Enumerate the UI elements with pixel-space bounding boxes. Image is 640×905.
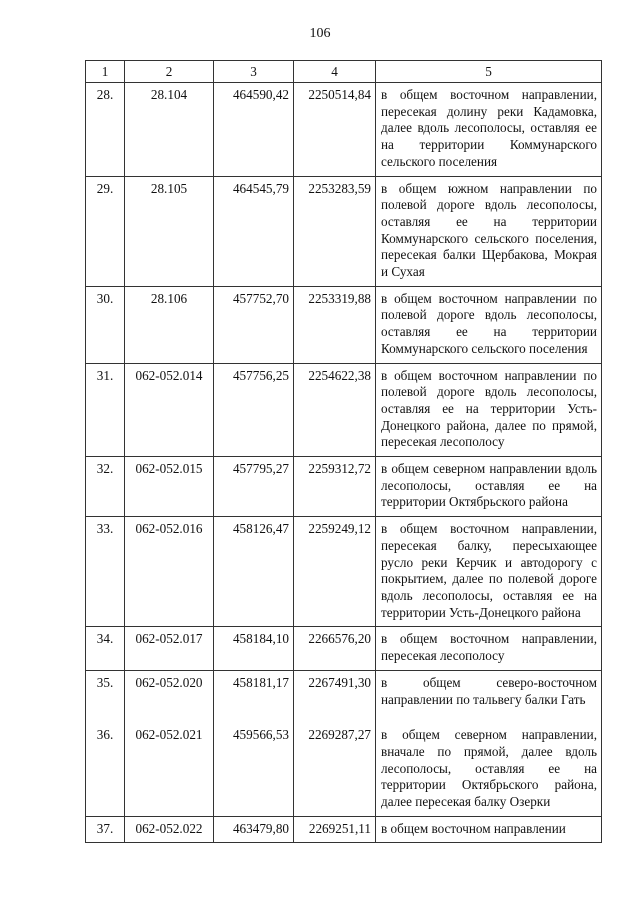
coord-x: 457752,70 [214,286,294,363]
table-row [86,83,602,177]
point-id: 062-052.015 [125,457,214,517]
coord-y: 2250514,84 [294,83,376,177]
boundary-description: в общем северо-восточном направлении по тальвегу балки Гать [376,670,602,713]
header-col-5: 5 [376,61,602,83]
header-col-1: 1 [86,61,125,83]
boundary-description: в общем восточном направлении по полевой дороге вдоль лесополосы, оставляя ее на территории Коммунарского сельского поселения [376,286,602,363]
point-id: 28.106 [125,286,214,363]
row-number: 33. [86,517,125,627]
coord-y: 2266576,20 [294,627,376,670]
point-id: 28.105 [125,176,214,286]
boundary-description: в общем южном направлении по полевой дороге вдоль лесополосы, оставляя ее на территории Коммунарского сельского поселения, пересекая балки Щербакова, Мокрая и Сухая [376,176,602,286]
row-number: 35. [86,670,125,713]
coord-y: 2253283,59 [294,176,376,286]
point-id: 062-052.017 [125,627,214,670]
table-row [86,670,602,713]
row-number: 37. [86,816,125,843]
coord-y: 2254622,38 [294,363,376,457]
table-row [86,286,602,363]
point-id: 062-052.020 [125,670,214,713]
table-header-row [86,61,602,83]
coord-x: 464590,42 [214,83,294,177]
header-col-4: 4 [294,61,376,83]
coord-y: 2259249,12 [294,517,376,627]
coord-y: 2267491,30 [294,670,376,713]
coord-x: 458126,47 [214,517,294,627]
boundary-description: в общем северном направлении вдоль лесополосы, оставляя ее на территории Октябрьского района [376,457,602,517]
row-number: 32. [86,457,125,517]
table-row [86,627,602,670]
boundary-description: в общем восточном направлении [376,816,602,843]
point-id: 062-052.016 [125,517,214,627]
coord-x: 457795,27 [214,457,294,517]
coord-x: 458184,10 [214,627,294,670]
point-id: 062-052.022 [125,816,214,843]
boundary-description: в общем восточном направлении, пересекая балку, пересыхающее русло реки Керчик и автодорогу с покрытием, далее по полевой дороге вдоль лесополосы, оставляя ее на территории Усть-Донецкого района [376,517,602,627]
coord-x: 463479,80 [214,816,294,843]
row-number: 30. [86,286,125,363]
boundary-description: в общем восточном направлении по полевой дороге вдоль лесополосы, оставляя ее на территории Усть-Донецкого района, далее по прямой, пересекая лесополосу [376,363,602,457]
header-col-2: 2 [125,61,214,83]
boundary-description: в общем восточном направлении, пересекая долину реки Кадамовка, далее вдоль лесополосы, оставляя ее на территории Коммунарского сельского поселения [376,83,602,177]
coord-y: 2259312,72 [294,457,376,517]
point-id: 062-052.014 [125,363,214,457]
coord-x: 464545,79 [214,176,294,286]
page-number: 106 [309,26,331,41]
header-col-3: 3 [214,61,294,83]
table-row [86,517,602,627]
boundary-description: в общем северном направлении, вначале по прямой, далее вдоль лесополосы, оставляя ее на территории Октябрьского района, далее пересекая балку Озерки [376,713,602,816]
row-number: 31. [86,363,125,457]
coord-y: 2269287,27 [294,713,376,816]
coord-y: 2269251,11 [294,816,376,843]
table-row [86,816,602,843]
coord-x: 459566,53 [214,713,294,816]
boundary-description: в общем восточном направлении, пересекая лесополосу [376,627,602,670]
row-number: 34. [86,627,125,670]
point-id: 062-052.021 [125,713,214,816]
row-number: 36. [86,713,125,816]
coord-x: 458181,17 [214,670,294,713]
table-row [86,457,602,517]
row-number: 29. [86,176,125,286]
coord-y: 2253319,88 [294,286,376,363]
table-row [86,176,602,286]
boundary-description-table [85,60,602,843]
point-id: 28.104 [125,83,214,177]
row-number: 28. [86,83,125,177]
table-row [86,713,602,816]
table-row [86,363,602,457]
coord-x: 457756,25 [214,363,294,457]
